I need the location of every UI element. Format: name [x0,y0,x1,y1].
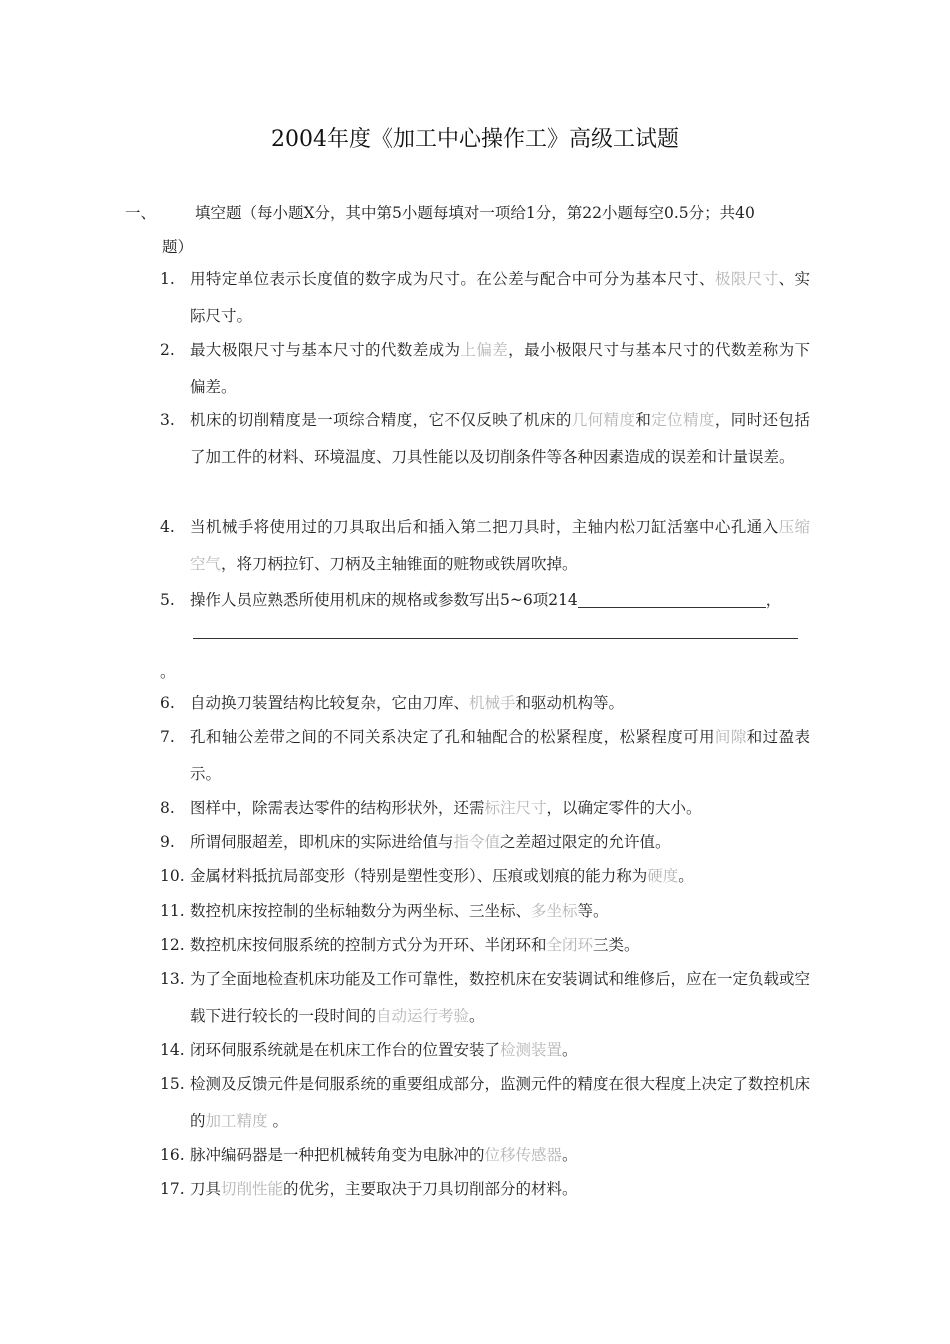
question-text: 图样中，除需表达零件的结构形状外，还需 [190,799,485,817]
question-text: 孔和轴公差带之间的不同关系决定了孔和轴配合的松紧程度，松紧程度可用 [190,728,715,746]
answer-text: 机械手 [469,694,516,712]
answer-text: 多坐标 [531,902,578,920]
answer-text: 指令值 [453,833,501,851]
question-number: 10. [160,867,185,885]
question-number: 8. [160,799,175,817]
question-number: 16. [160,1146,185,1164]
question-text: 、实际尺寸。 [190,270,810,325]
question-text: 为了全面地检查机床功能及工作可靠性，数控机床在安装调试和维修后，应在一定负载或空载下进行较长的一段时间的 [190,970,811,1025]
answer-text: 全闭环 [546,936,594,954]
question-item [160,790,810,827]
question-number: 13. [160,970,185,988]
question-text: 。 [562,1041,578,1059]
question-text: 三类。 [593,936,640,954]
question-number: 14. [160,1041,185,1059]
section-heading-continuation: 题） [162,238,194,256]
section-number: 一、 [125,204,157,222]
question-text: 所谓伺服超差，即机床的实际进给值与 [190,833,454,851]
answer-text: 检测装置 [500,1041,563,1059]
question-text: 脉冲编码器是一种把机械转角变为电脉冲的 [190,1146,485,1164]
answer-text: 自动运行考验 [376,1007,470,1025]
answer-text: 定位精度 [651,411,715,429]
question-text: 和驱动机构等。 [515,694,625,712]
question-text: 。 [267,1112,288,1130]
question-number: 4. [160,518,175,536]
question-number: 1. [160,270,175,288]
question-item [160,402,810,476]
answer-blank [578,589,766,608]
question-number: 11. [160,902,185,920]
question-number: 7. [160,728,175,746]
answer-text: 极限尺寸 [714,270,779,288]
question-item [160,858,810,895]
question-text: 和过盈表示。 [190,728,810,783]
question-item [160,332,810,406]
question-text: 。 [678,867,694,885]
question-text: 当机械手将使用过的刀具取出后和插入第二把刀具时，主轴内松刀缸活塞中心孔通入 [190,518,779,536]
question-text: 闭环伺服系统就是在机床工作台的位置安装了 [190,1041,501,1059]
question-number: 5. [160,591,175,609]
question-item [160,1171,810,1208]
question-item [160,824,810,861]
question-item [160,719,810,793]
question-number: 3. [160,411,175,429]
question-text: 数控机床按控制的坐标轴数分为两坐标、三坐标、 [190,902,532,920]
question-item [160,509,810,583]
question-text: ， [765,591,782,609]
question-item [160,261,810,335]
question-text: ，将刀柄拉钉、刀柄及主轴锥面的赃物或铁屑吹掉。 [221,555,578,573]
question-item [160,893,810,930]
question-text: 刀具 [190,1180,222,1198]
answer-text: 位移传感器 [484,1146,563,1164]
question-text: ，以确定零件的大小。 [546,799,702,817]
question-text: ，同时还包括了加工件的材料、环境温度、刀具性能以及切削条件等各种因素造成的误差和计量误差。 [190,411,810,466]
question-item [160,582,810,619]
question-item [160,1066,810,1140]
question-text: 。 [469,1007,485,1025]
question-text: 最大极限尺寸与基本尺寸的代数差成为 [190,341,461,359]
answer-text: 切削性能 [221,1180,284,1198]
answer-text: 标注尺寸 [484,799,547,817]
question-text: 用特定单位表示长度值的数字成为尺寸。在公差与配合中可分为基本尺寸、 [190,270,715,288]
page-title: 2004年度《加工中心操作工》高级工试题 [271,127,679,152]
question-text: 等。 [577,902,609,920]
answer-text: 几何精度 [571,411,636,429]
question-item [160,1137,810,1174]
question-item [160,961,810,1035]
question-tail: 。 [160,663,176,681]
answer-text: 上偏差 [460,341,509,359]
question-text: 之差超过限定的允许值。 [500,833,671,851]
question-text: ，最小极限尺寸与基本尺寸的代数差称为下偏差。 [190,341,810,396]
question-text: 机床的切削精度是一项综合精度，它不仅反映了机床的 [190,411,572,429]
question-number: 15. [160,1075,185,1093]
question-number: 12. [160,936,185,954]
question-item [160,927,810,964]
question-text: 数控机床按伺服系统的控制方式分为开环、半闭环和 [190,936,547,954]
answer-blank-line [193,637,798,639]
question-text: 。 [562,1146,578,1164]
answer-text: 加工精度 [205,1112,268,1130]
question-number: 17. [160,1180,185,1198]
question-text: 自动换刀装置结构比较复杂，它由刀库、 [190,694,470,712]
answer-text: 压缩空气 [190,518,810,573]
answer-text: 硬度 [647,867,679,885]
question-item [160,685,810,722]
answer-text: 间隙 [714,728,747,746]
section-heading-text: 填空题（每小题X分，其中第5小题每填对一项给1分，第22小题每空0.5分；共40 [195,204,755,222]
question-text: 金属材料抵抗局部变形（特别是塑性变形）、压痕或划痕的能力称为 [190,867,648,885]
question-text: 的优劣，主要取决于刀具切削部分的材料。 [283,1180,578,1198]
question-number: 6. [160,694,175,712]
question-number: 9. [160,833,175,851]
question-text: 操作人员应熟悉所使用机床的规格或参数写出5~6项214 [190,591,578,609]
question-item [160,1032,810,1069]
question-number: 2. [160,341,175,359]
question-text: 和 [635,411,652,429]
question-text: 检测及反馈元件是伺服系统的重要组成部分，监测元件的精度在很大程度上决定了数控机床的 [190,1075,811,1130]
